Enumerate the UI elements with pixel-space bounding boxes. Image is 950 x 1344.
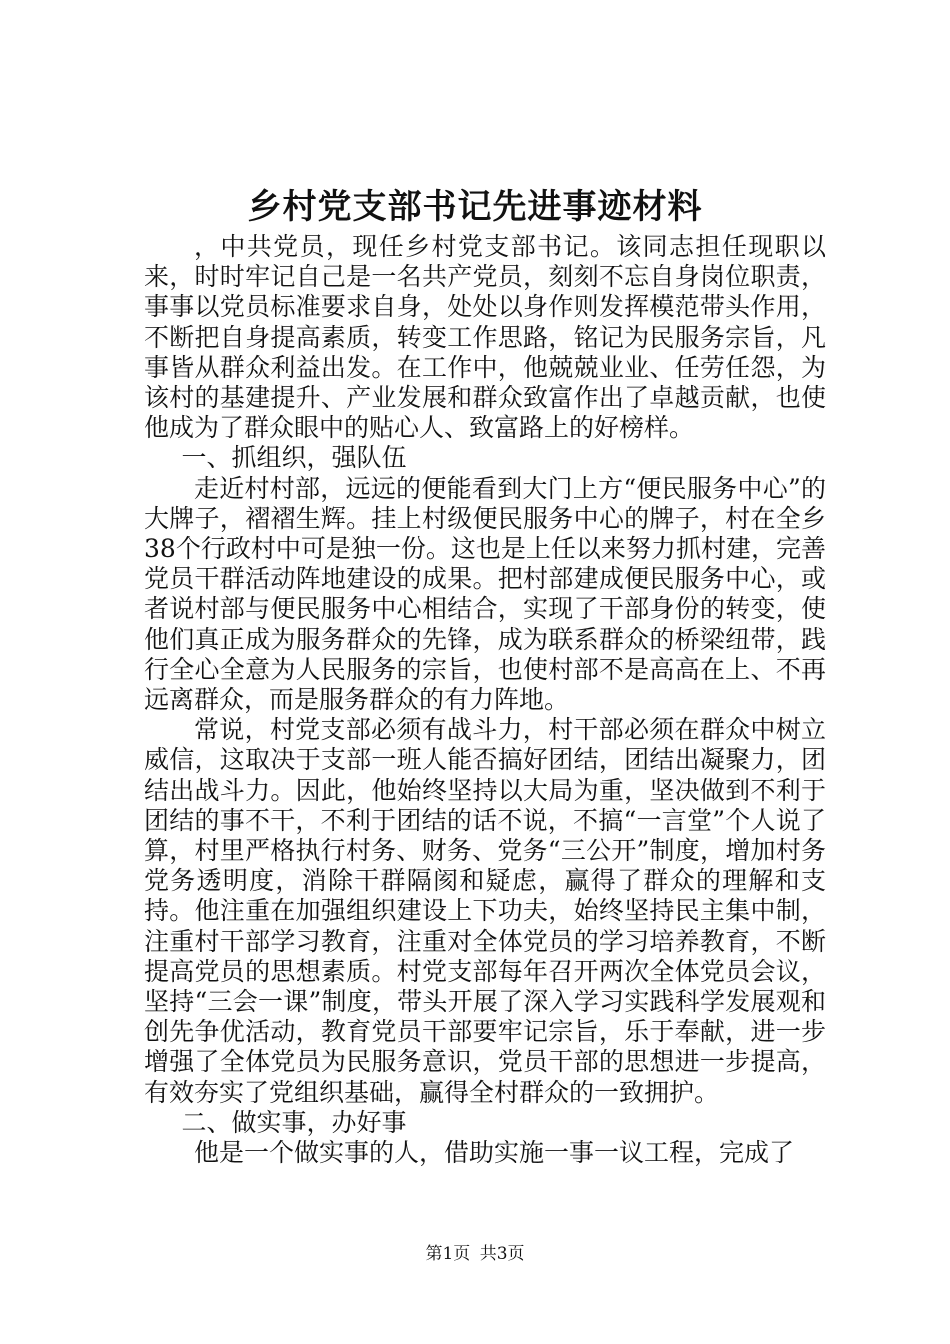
page-number: 第1页	[425, 1244, 471, 1264]
section-heading-2: 二、做实事，办好事	[181, 1107, 407, 1137]
page-total: 共3页	[479, 1244, 525, 1264]
section-heading-1: 一、抓组织，强队伍	[181, 443, 407, 473]
page-footer	[0, 1243, 950, 1265]
paragraph-intro: ，中共党员，现任乡村党支部书记。该同志担任现职以来，时时牢记自己是一名共产党员，刻刻不忘自身岗位职责，事事以党员标准要求自身，处处以身作则发挥模范带头作用，不断把自身提高素质，转变工作思路，铭记为民服务宗旨，凡事皆从群众利益出发。在工作中，他兢兢业业、任劳任怨，为该村的基建提升、产业发展和群众致富作出了卓越贡献，也使他成为了群众眼中的贴心人、致富路上的好榜样。	[144, 232, 826, 443]
paragraph-unity: 常说，村党支部必须有战斗力，村干部必须在群众中树立威信，这取决于支部一班人能否搞好团结，团结出凝聚力，团结出战斗力。因此，他始终坚持以大局为重，坚决做到不利于团结的事不干，不利于团结的话不说，不搞“一言堂”个人说了算，村里严格执行村务、财务、党务“三公开”制度，增加村务党务透明度，消除干群隔阂和疑虑，赢得了群众的理解和支持。他注重在加强组织建设上下功夫，始终坚持民主集中制，注重村干部学习教育，注重对全体党员的学习培养教育，不断提高党员的思想素质。村党支部每年召开两次全体党员会议，坚持“三会一课”制度，带头开展了深入学习实践科学发展观和创先争优活动，教育党员干部要牢记宗旨，乐于奉献，进一步增强了全体党员为民服务意识，党员干部的思想进一步提高，有效夯实了党组织基础，赢得全村群众的一致拥护。	[144, 715, 826, 1107]
document-title: 乡村党支部书记先进事迹材料	[247, 187, 703, 227]
paragraph-service-center: 走近村村部，远远的便能看到大门上方“便民服务中心”的大牌子，褶褶生辉。挂上村级便民服务中心的牌子，村在全乡38个行政村中可是独一份。这也是上任以来努力抓村建，完善党员干群活动阵地建设的成果。把村部建成便民服务中心，或者说村部与便民服务中心相结合，实现了干部身份的转变，使他们真正成为服务群众的先锋，成为联系群众的桥梁纽带，践行全心全意为人民服务的宗旨，也使村部不是高高在上、不再远离群众，而是服务群众的有力阵地。	[144, 473, 826, 715]
paragraph-practical-work: 他是一个做实事的人，借助实施一事一议工程，完成了	[194, 1138, 795, 1168]
document-body	[144, 232, 826, 1168]
